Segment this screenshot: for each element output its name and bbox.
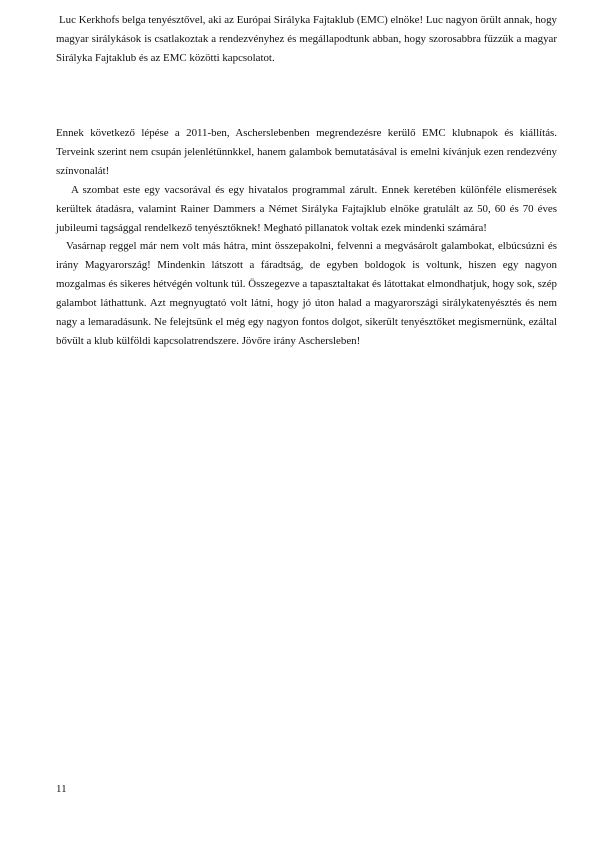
text-section-top (56, 11, 557, 68)
page-number: 11 (56, 783, 67, 795)
paragraph-saturday: A szombat este egy vacsorával és egy hivatalos programmal zárult. Ennek keretében különféle elismerések kerültek átadásra, valamint Rainer Dammers a Német Sirályka Fajtajklub elnöke gratulált az 50, 60 és 70 éves jubileumi tagsággal rendelkező tenyésztőknek! Megható pillanatok voltak ezek mindenki számára! (56, 183, 557, 234)
paragraph-continuation: Luc Kerkhofs belga tenyésztővel, aki az Európai Sirályka Fajtaklub (EMC) elnöke! Luc nagyon örült annak, hogy magyar sirálykások is csatlakoztak a rendezvényhez és megállapodtunk abban, hogy szorosabbra fűzzük a magyar Sirályka Fajtaklub és az EMC közötti kapcsolatot. (56, 14, 557, 64)
text-section-main (56, 124, 557, 351)
paragraph-sunday: Vasárnap reggel már nem volt más hátra, mint összepakolni, felvenni a megvásárolt galambokat, elbúcsúzni és irány Magyarország! Mindenkin látszott a fáradtság, de egyben boldogok is voltunk, hiszen egy nagyon mozgalmas és sikeres hétvégén voltunk túl. Összegezve a tapasztaltakat és látottakat elmondhatjuk, hogy sok, szép galambot láthattunk. Azt megnyugtató volt látni, hogy jó úton halad a magyarországi sirálykatenyésztés és nem nagy a lemaradásunk. Ne felejtsünk el még egy nagyon fontos dolgot, sikerült tenyésztőket megismernünk, ezáltal bővült a klub külföldi kapcsolatrendszere. Jövőre irány Aschersleben! (56, 240, 557, 347)
paragraph-next-step: Ennek következő lépése a 2011-ben, Ascherslebenben megrendezésre kerülő EMC klubnapok és kiállítás. Terveink szerint nem csupán jelenlétünnkkel, hanem galambok bemutatásával is emelni kívánjuk ezen rendezvény színvonalát! (56, 127, 557, 177)
